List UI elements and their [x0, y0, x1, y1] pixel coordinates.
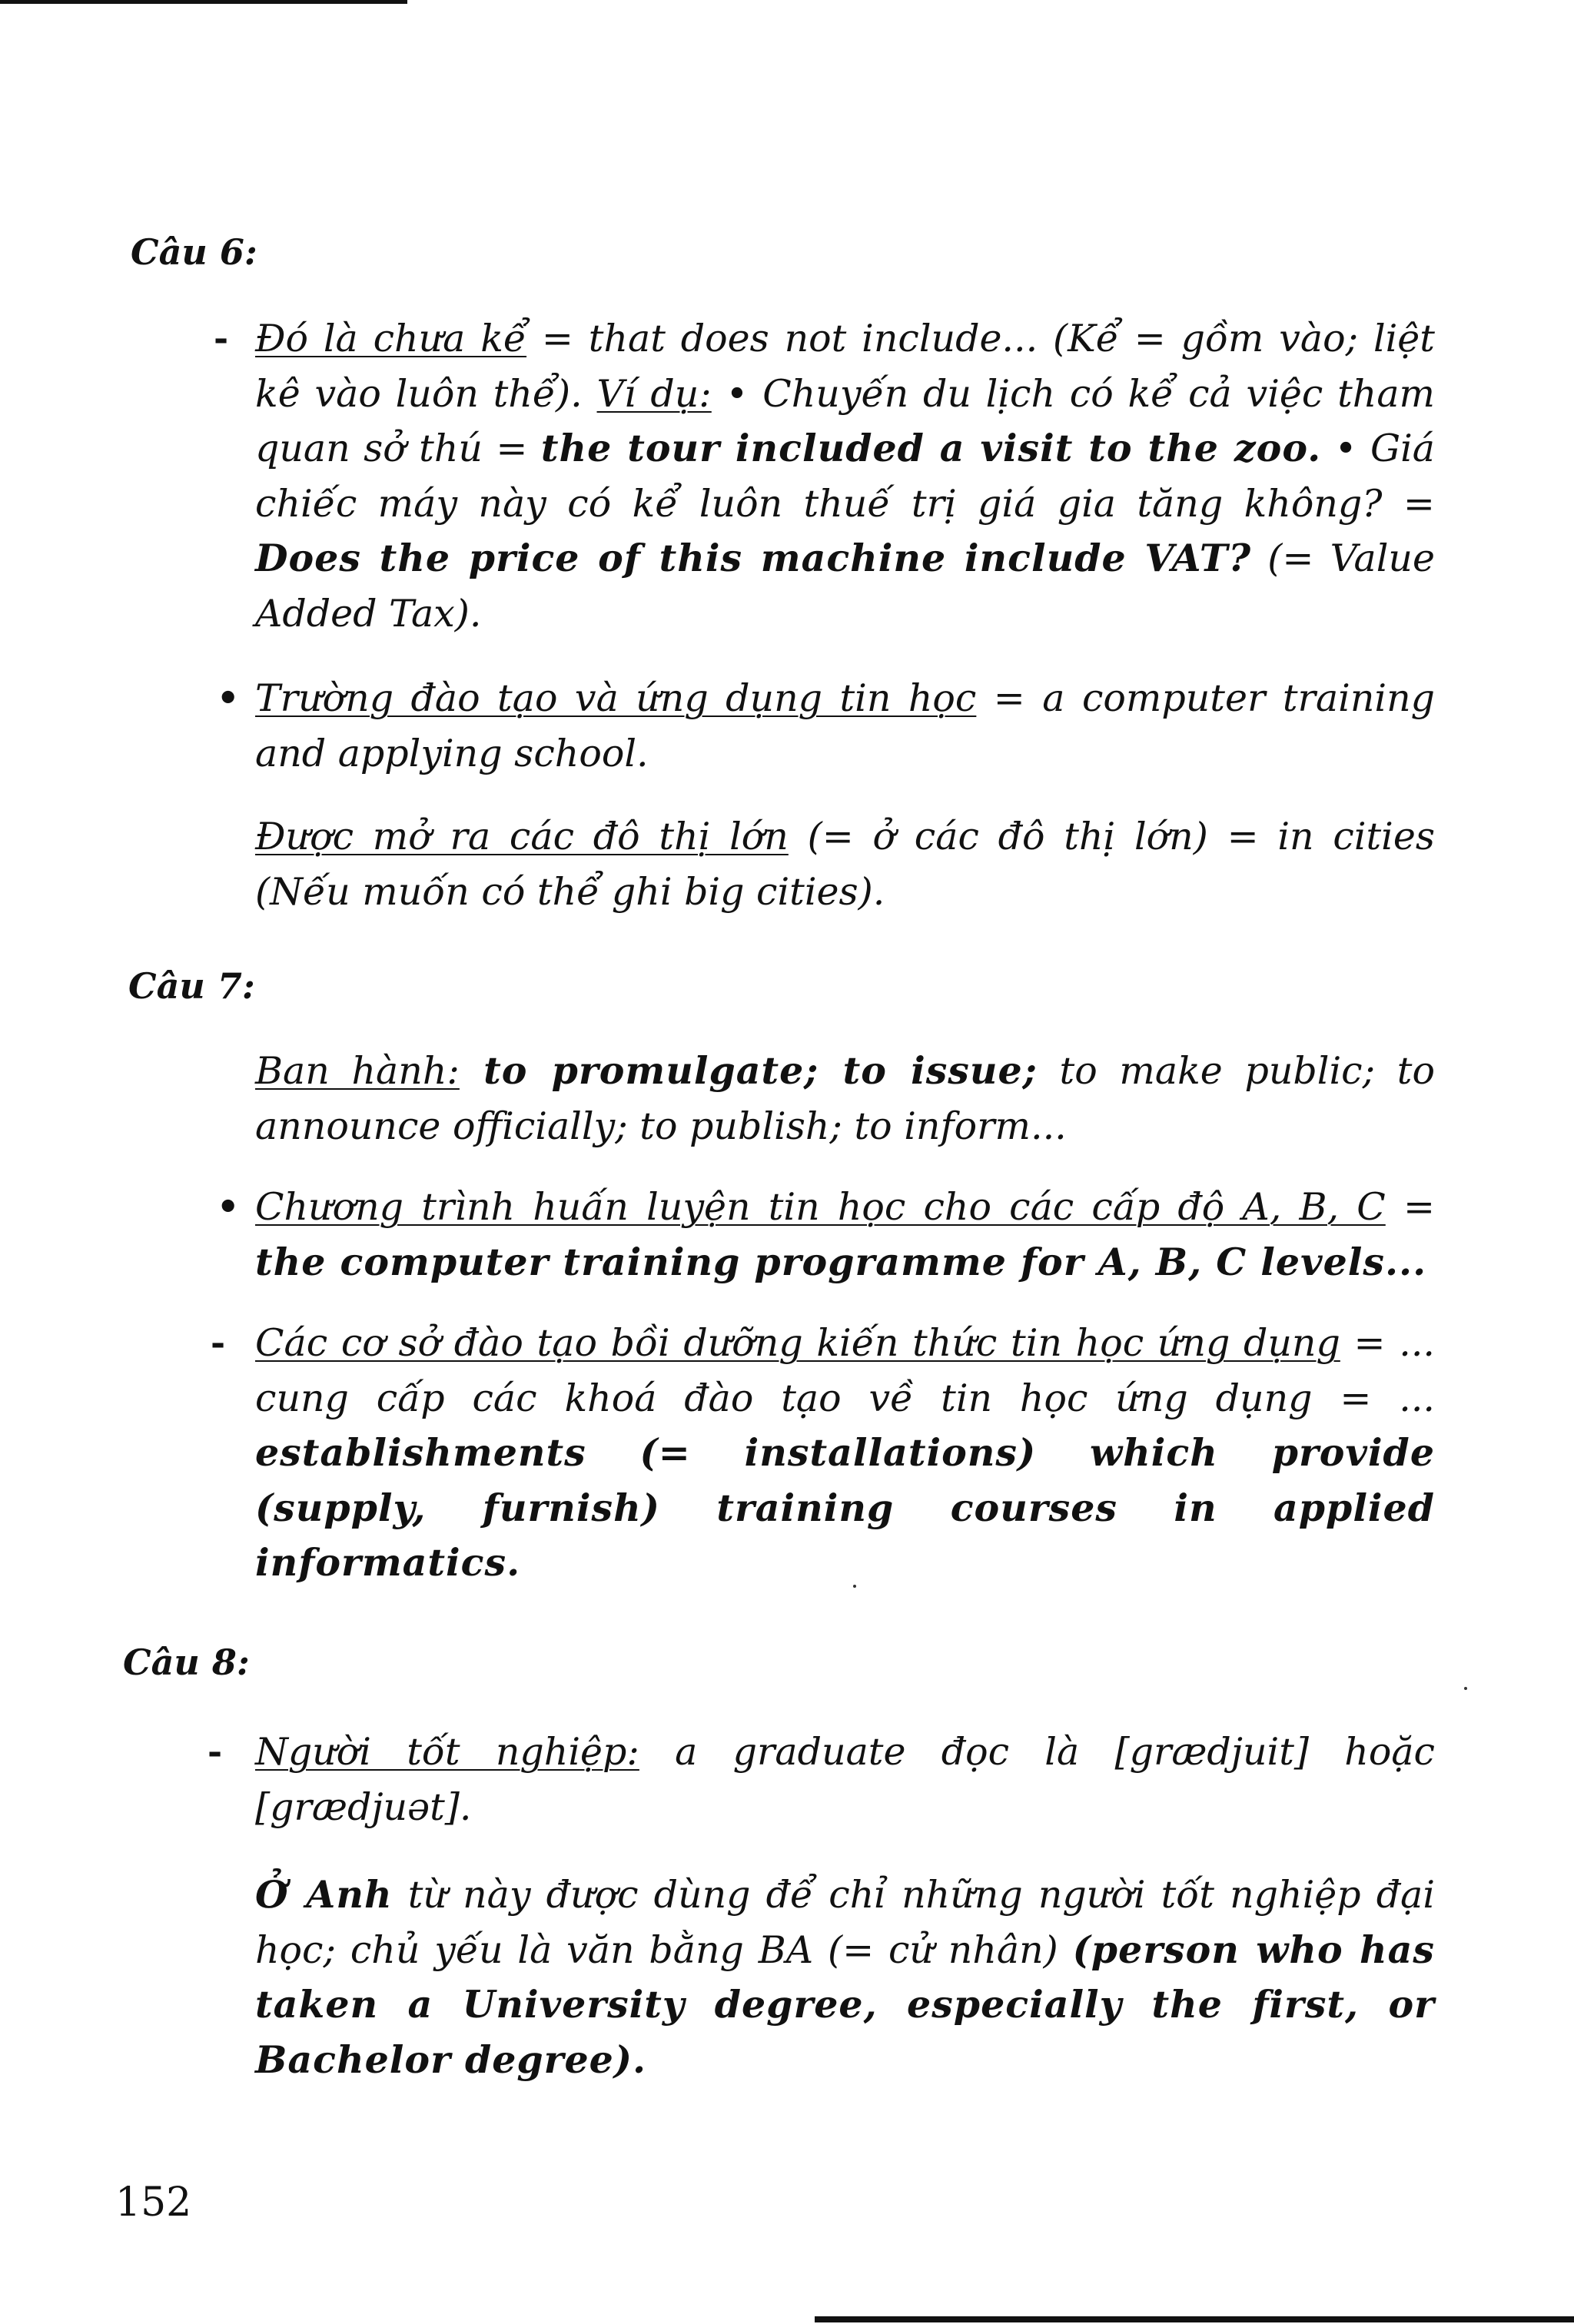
q7-paragraph-2 — [255, 1180, 1435, 1290]
dash-marker: - — [208, 1731, 223, 1772]
english-translation: (person who has taken a University degree, especially the first, or Bachelor degree). — [255, 1927, 1435, 2082]
english-translation: the tour included a visit to the zoo. — [540, 426, 1322, 470]
term-nguoi-tot-nghiep: Người tốt nghiệp: — [255, 1730, 639, 1774]
text: = — [1385, 1185, 1435, 1229]
heading-cau-7: Câu 7: — [128, 965, 255, 1007]
english-translation: Does the price of this machine include VAT? — [255, 536, 1252, 580]
term-ban-hanh: Ban hành: — [255, 1049, 460, 1093]
page-number: 152 — [115, 2180, 192, 2226]
q6-paragraph-3 — [255, 809, 1435, 919]
scan-speck — [1464, 1687, 1467, 1690]
text: = a computer training and applying school. — [255, 676, 1435, 775]
dash-marker: - — [211, 1322, 226, 1363]
term-truong-dao-tao: Trường đào tạo và ứng dụng tin học — [255, 676, 977, 720]
text: = that does not include... (Kể = gồm vào; liệt kê vào luôn thể). — [255, 317, 1435, 416]
text: (= ở các đô thị lớn) = in cities (Nếu muốn có thể ghi big cities). — [255, 815, 1435, 914]
text: từ này được dùng để chỉ những người tốt nghiệp đại học; chủ yếu là văn bằng BA (= cử nhân) — [255, 1873, 1436, 1972]
term-chuong-trinh: Chương trình huấn luyện tin học cho các cấp độ A, B, C — [255, 1185, 1386, 1229]
scan-speck — [853, 1585, 856, 1588]
q6-paragraph-2 — [255, 671, 1435, 781]
text: • Chuyến du lịch có kể cả việc tham quan sở thú = — [255, 371, 1435, 470]
dash-marker: - — [214, 317, 229, 359]
bullet-marker: • — [217, 1186, 240, 1227]
q7-paragraph-1 — [255, 1044, 1435, 1154]
term-o-anh: Ở Anh — [255, 1872, 393, 1917]
text: = ... cung cấp các khoá đào tạo về tin học ứng dụng = ... — [255, 1321, 1435, 1420]
text: to make public; to announce officially; to publish; to inform... — [255, 1049, 1435, 1148]
q7-paragraph-3 — [255, 1316, 1435, 1591]
text: (= Value Added Tax). — [255, 536, 1435, 636]
q8-paragraph-1 — [255, 1725, 1435, 1834]
text: a graduate đọc là [grædjuit] hoặc [grædjuət]. — [255, 1730, 1435, 1829]
english-translation: establishments (= installations) which provide (supply, furnish) training courses in applied informatics. — [255, 1430, 1435, 1585]
term-vi-du: Ví dụ: — [596, 371, 712, 416]
term-do-la-chua-ke: Đó là chưa kể — [255, 317, 527, 360]
term-cac-co-so: Các cơ sở đào tạo bồi dưỡng kiến thức tin học ứng dụng — [255, 1321, 1340, 1365]
heading-cau-8: Câu 8: — [123, 1642, 250, 1683]
q6-paragraph-1 — [255, 311, 1435, 641]
q8-paragraph-2 — [255, 1868, 1435, 2087]
text: • Giá chiếc máy này có kể luôn thuế trị giá gia tăng không? = — [255, 427, 1435, 526]
top-edge-rule — [0, 0, 407, 4]
english-translation: the computer training programme for A, B, C levels... — [255, 1239, 1427, 1284]
bottom-edge-rule — [815, 2316, 1574, 2322]
bullet-marker: • — [217, 677, 240, 719]
term-duoc-mo-ra: Được mở ra các đô thị lớn — [255, 815, 789, 858]
english-translation: to promulgate; to issue; — [459, 1048, 1038, 1093]
heading-cau-6: Câu 6: — [131, 231, 257, 273]
